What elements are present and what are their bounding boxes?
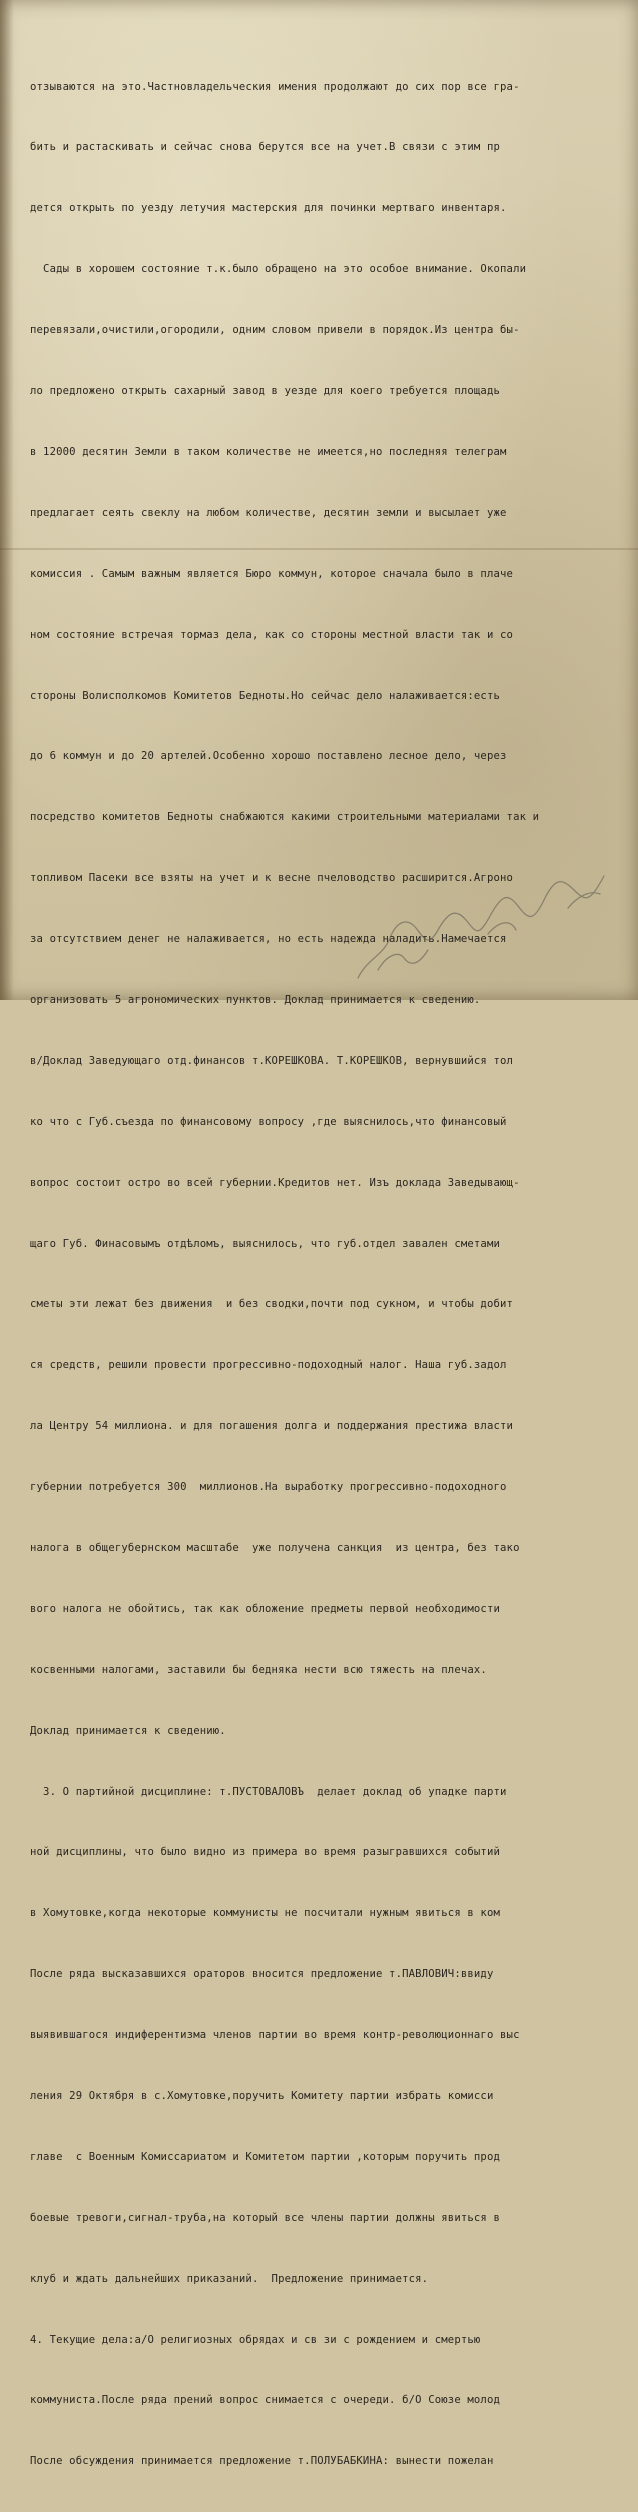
- text-line: Доклад принимается к сведению.: [30, 1724, 226, 1737]
- text-line: дется открыть по уезду летучия мастерския для починки мертваго инвентаря.: [30, 202, 507, 215]
- text-line: комиссия . Самым важным является Бюро коммун, которое сначала было в плаче: [30, 567, 514, 580]
- text-line: вого налога не обойтись, так как обложение предметы первой необходимости: [30, 1602, 501, 1615]
- text-line: предлагает сеять свеклу на любом количестве, десятин земли и высылает уже: [30, 506, 507, 519]
- text-line: ся средств, решили провести прогрессивно-подоходный налог. Наша губ.задол: [30, 1359, 507, 1372]
- text-line: главе с Военным Комиссариатом и Комитетом партии ,которым поручить прод: [30, 2150, 501, 2163]
- text-line: ко что с Губ.съезда по финансовому вопросу ,где выяснилось,что финансовый: [30, 1115, 507, 1128]
- text-line: вопрос состоит остро во всей губернии.Кредитов нет. Изъ доклада Заведывающ-: [30, 1176, 520, 1189]
- text-line: ления 29 Октября в с.Хомутовке,поручить Комитету партии избрать комисси: [30, 2089, 494, 2102]
- text-line: После обсуждения принимается предложение т.ПОЛУБАБКИНА: вынести пожелан: [30, 2455, 494, 2468]
- text-line: После ряда высказавшихся ораторов вносится предложение т.ПАВЛОВИЧ:ввиду: [30, 1968, 494, 1981]
- text-line: сметы эти лежат без движения и без сводки,почти под сукном, и чтобы добит: [30, 1298, 514, 1311]
- text-line: выявившагося индиферентизма членов партии во время контр-революционнаго выс: [30, 2029, 520, 2042]
- typewritten-text: [30, 36, 630, 2512]
- text-line: организовать 5 агрономических пунктов. Доклад принимается к сведению.: [30, 993, 481, 1006]
- text-line: налога в общегубернском масштабе уже получена санкция из центра, без тако: [30, 1541, 520, 1554]
- text-line: за отсутствием денег не налаживается, но есть надежда наладить.Намечается: [30, 933, 507, 946]
- text-line: в Хомутовке,когда некоторые коммунисты не посчитали нужным явиться в ком: [30, 1907, 501, 1920]
- text-line: ной дисциплины, что было видно из примера во время разыгравшихся событий: [30, 1846, 501, 1859]
- text-line: посредство комитетов Бедноты снабжаются какими строительными материалами так и: [30, 811, 540, 824]
- text-line: 4. Текущие дела:а/О религиозных обрядах и св зи с рождением и смертью: [30, 2333, 481, 2346]
- text-line: боевые тревоги,сигнал-труба,на который все члены партии должны явиться в: [30, 2211, 501, 2224]
- text-line: Сады в хорошем состояние т.к.было обращено на это особое внимание. Окопали: [30, 263, 527, 276]
- text-line: коммуниста.После ряда прений вопрос снимается с очереди. б/О Союзе молод: [30, 2394, 501, 2407]
- text-line: в/Доклад Заведующаго отд.финансов т.КОРЕШКОВА. Т.КОРЕШКОВ, вернувшийся тол: [30, 1054, 514, 1067]
- text-line: клуб и ждать дальнейших приказаний. Предложение принимается.: [30, 2272, 429, 2285]
- text-line: косвенными налогами, заставили бы бедняка нести всю тяжесть на плечах.: [30, 1663, 487, 1676]
- text-line: ло предложено открыть сахарный завод в уезде для коего требуется площадь: [30, 385, 501, 398]
- text-line: отзываются на это.Частновладельческия имения продолжают до сих пор все гра-: [30, 80, 520, 93]
- text-line: в 12000 десятин Земли в таком количестве не имеется,но последняя телеграм: [30, 445, 507, 458]
- text-line: щаго Губ. Финасовымъ отдѣломъ, выяснилось, что губ.отдел завален сметами: [30, 1237, 501, 1250]
- text-line: губернии потребуется 300 миллионов.На выработку прогрессивно-подоходного: [30, 1481, 507, 1494]
- text-line: ла Центру 54 миллиона. и для погашения долга и поддержания престижа власти: [30, 1420, 514, 1433]
- text-line: 3. О партийной дисциплине: т.ПУСТОВАЛОВЪ делает доклад об упадке парти: [30, 1785, 507, 1798]
- page-edge-shadow: [0, 0, 14, 1000]
- text-line: до 6 коммун и до 20 артелей.Особенно хорошо поставлено лесное дело, через: [30, 750, 507, 763]
- text-line: топливом Пасеки все взяты на учет и к весне пчеловодство расширится.Агроно: [30, 872, 514, 885]
- text-line: перевязали,очистили,огородили, одним словом привели в порядок.Из центра бы-: [30, 324, 520, 337]
- text-line: бить и растаскивать и сейчас снова берутся все на учет.В связи с этим пр: [30, 141, 501, 154]
- text-line: ном состояние встречая тормаз дела, как со стороны местной власти так и со: [30, 628, 514, 641]
- text-line: стороны Волисполкомов Комитетов Бедноты.Но сейчас дело налаживается:есть: [30, 689, 501, 702]
